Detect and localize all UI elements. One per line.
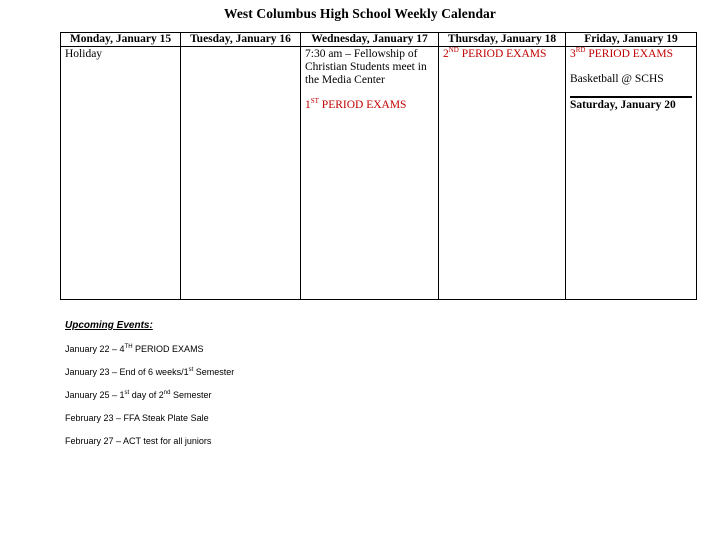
- upcoming-events-heading: Upcoming Events:: [65, 320, 153, 331]
- day-header-tuesday: Tuesday, January 16: [181, 33, 301, 47]
- event-text: January 23 – End of 6 weeks/1: [65, 367, 189, 377]
- day-cell-thursday: [439, 47, 566, 300]
- page-title: West Columbus High School Weekly Calendar: [223, 6, 497, 21]
- calendar-header-row: [61, 33, 697, 47]
- event-text: PERIOD EXAMS: [132, 344, 204, 354]
- exam-ordinal-number: 2: [443, 48, 449, 60]
- saturday-header: Saturday, January 20: [570, 96, 692, 112]
- event-ordinal-suffix: TH: [124, 344, 133, 350]
- fca-meeting-line-3: the Media Center: [305, 74, 385, 86]
- day-header-wednesday: Wednesday, January 17: [301, 33, 439, 47]
- exam-ordinal-suffix: ST: [310, 97, 319, 106]
- day-header-friday: Friday, January 19: [566, 33, 697, 47]
- day-cell-friday: [566, 47, 697, 300]
- event-item: [65, 344, 234, 367]
- fca-meeting-line-1: 7:30 am – Fellowship of: [305, 48, 418, 60]
- exam-ordinal-number: 3: [570, 48, 576, 60]
- event-item: [65, 436, 234, 459]
- event-item: [65, 367, 234, 390]
- fca-meeting-line-2: Christian Students meet in: [305, 61, 427, 73]
- second-period-exams-entry: [443, 48, 561, 61]
- weekly-calendar-table: [60, 32, 697, 300]
- event-item: [65, 390, 234, 413]
- exam-ordinal-suffix: ND: [448, 46, 459, 55]
- day-header-thursday: Thursday, January 18: [439, 33, 566, 47]
- exam-ordinal-number: 1: [305, 99, 311, 111]
- event-text: Semester: [193, 367, 235, 377]
- event-text: Semester: [170, 390, 212, 400]
- exam-label: PERIOD EXAMS: [458, 48, 547, 60]
- basketball-entry: Basketball @ SCHS: [570, 73, 664, 85]
- first-period-exams-entry: [305, 99, 434, 112]
- event-ordinal-suffix: nd: [163, 390, 171, 396]
- exam-label: PERIOD EXAMS: [585, 48, 674, 60]
- exam-ordinal-suffix: RD: [575, 46, 586, 55]
- third-period-exams-entry: [570, 48, 692, 61]
- event-ordinal-suffix: st: [124, 390, 130, 396]
- exam-label: PERIOD EXAMS: [318, 99, 407, 111]
- event-text: February 27 – ACT test for all juniors: [65, 436, 212, 446]
- event-text: January 22 – 4: [65, 344, 125, 354]
- event-ordinal-suffix: st: [188, 367, 194, 373]
- monday-holiday-entry: Holiday: [65, 48, 103, 60]
- event-text: February 23 – FFA Steak Plate Sale: [65, 413, 209, 423]
- day-cell-wednesday: [301, 47, 439, 300]
- calendar-body-row: [61, 47, 697, 300]
- event-text: day of 2: [129, 390, 164, 400]
- day-header-monday: Monday, January 15: [61, 33, 181, 47]
- event-text: January 25 – 1: [65, 390, 125, 400]
- upcoming-events-section: [65, 320, 234, 459]
- event-item: [65, 413, 234, 436]
- day-cell-tuesday: [181, 47, 301, 300]
- day-cell-monday: [61, 47, 181, 300]
